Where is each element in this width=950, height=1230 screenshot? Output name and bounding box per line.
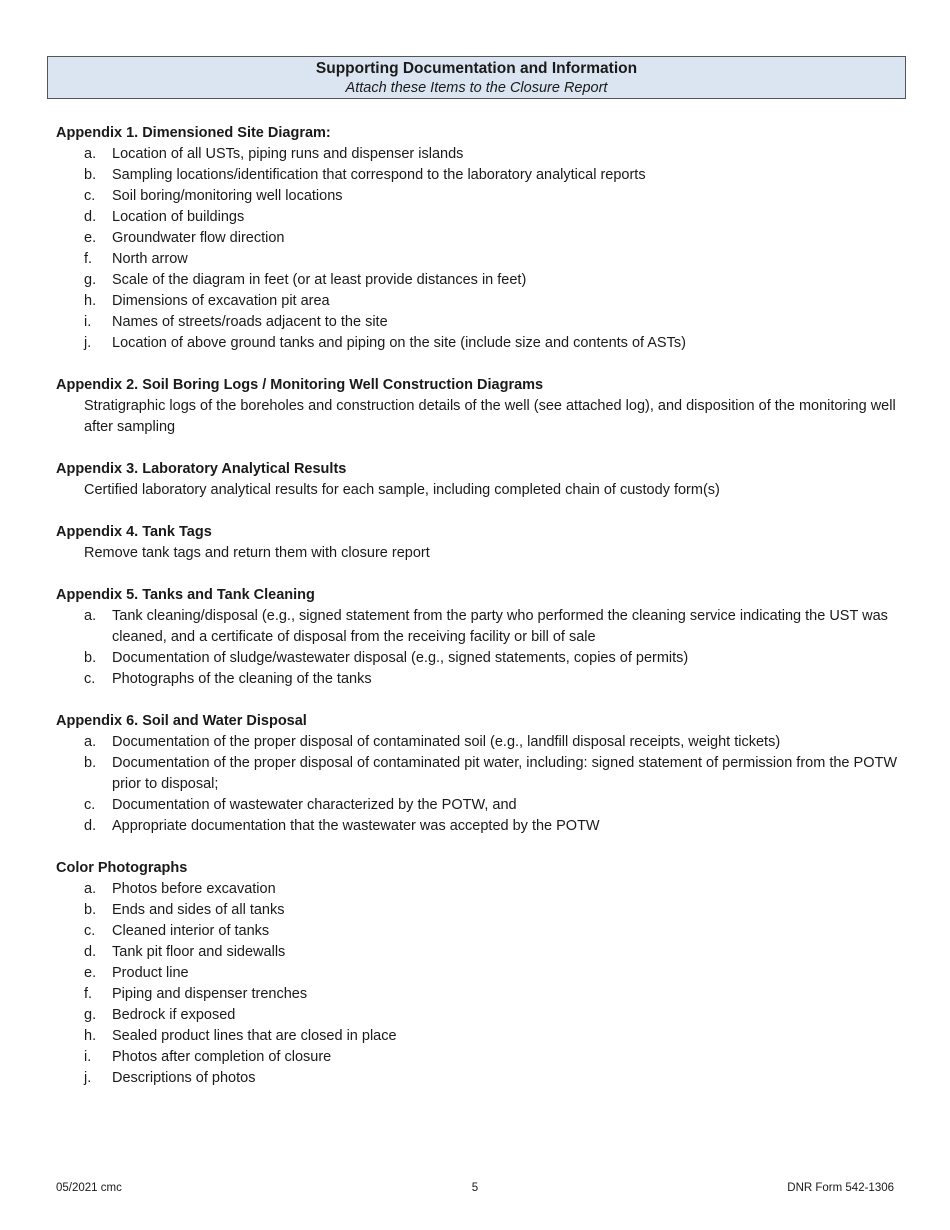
item-text: Location of all USTs, piping runs and dispenser islands [112,146,464,162]
section-heading: Appendix 6. Soil and Water Disposal [56,713,307,729]
item-letter: a. [84,881,97,897]
section-heading: Appendix 4. Tank Tags [56,524,212,540]
item-letter: d. [84,944,97,960]
item-letter: c. [84,923,96,939]
section-heading: Appendix 5. Tanks and Tank Cleaning [56,587,315,603]
list-item [56,648,906,669]
item-letter: c. [84,188,96,204]
list-item [56,963,906,984]
section-heading: Appendix 3. Laboratory Analytical Results [56,461,347,477]
list-item [56,669,906,690]
item-text: Photos before excavation [112,881,276,897]
list-item [56,291,906,312]
item-letter: c. [84,797,96,813]
section-heading: Appendix 1. Dimensioned Site Diagram: [56,125,331,141]
section-appendix-6 [56,711,906,837]
item-letter: j. [84,1070,92,1086]
item-letter: a. [84,608,97,624]
item-text: Product line [112,965,189,981]
item-text: Dimensions of excavation pit area [112,293,330,309]
item-text: Appropriate documentation that the wastewater was accepted by the POTW [112,818,600,834]
item-letter: a. [84,734,97,750]
item-letter: i. [84,1049,92,1065]
item-text: Tank pit floor and sidewalls [112,944,286,960]
section-heading: Color Photographs [56,860,188,876]
item-list [56,732,906,837]
item-letter: d. [84,209,97,225]
section-appendix-5 [56,585,906,690]
item-text: North arrow [112,251,188,267]
item-letter: g. [84,272,97,288]
item-letter: b. [84,755,97,771]
item-text: Cleaned interior of tanks [112,923,270,939]
item-text: Location of buildings [112,209,245,225]
footer-revision-date: 05/2021 cmc [56,1182,122,1194]
list-item [56,984,906,1005]
list-item [56,1026,906,1047]
list-item [56,1068,906,1089]
item-text: Bedrock if exposed [112,1007,236,1023]
document-header-box [47,56,906,99]
item-letter: e. [84,965,97,981]
list-item [56,753,906,795]
section-description: Certified laboratory analytical results for each sample, including completed chain of custody form(s) [84,482,720,498]
item-text: Photographs of the cleaning of the tanks [112,671,372,687]
list-item [56,879,906,900]
footer-form-number: DNR Form 542-1306 [787,1182,894,1194]
item-text: Location of above ground tanks and piping on the site (include size and contents of ASTs) [112,335,686,351]
item-text: Sampling locations/identification that correspond to the laboratory analytical reports [112,167,646,183]
section-color-photographs [56,858,906,1089]
item-text: Documentation of wastewater characterized by the POTW, and [112,797,517,813]
item-list [56,879,906,1089]
item-list [56,606,906,690]
item-letter: h. [84,293,97,309]
item-letter: b. [84,650,97,666]
item-text: Tank cleaning/disposal (e.g., signed statement from the party who performed the cleaning service indicating the UST was cleaned, and a certificate of disposal from the receiving facility or bill of sale [112,608,888,645]
section-appendix-3 [56,459,906,501]
item-text: Ends and sides of all tanks [112,902,285,918]
item-letter: b. [84,902,97,918]
item-text: Documentation of the proper disposal of contaminated pit water, including: signed statement of permission from the POTW prior to disposal; [112,755,898,792]
list-item [56,186,906,207]
list-item [56,333,906,354]
list-item [56,942,906,963]
document-title: Supporting Documentation and Information [315,60,638,77]
section-appendix-4 [56,522,906,564]
item-letter: j. [84,335,92,351]
list-item [56,1005,906,1026]
item-letter: b. [84,167,97,183]
item-text: Documentation of the proper disposal of contaminated soil (e.g., landfill disposal receipts, weight tickets) [112,734,781,750]
list-item [56,228,906,249]
item-text: Documentation of sludge/wastewater disposal (e.g., signed statements, copies of permits) [112,650,689,666]
list-item [56,312,906,333]
list-item [56,207,906,228]
item-text: Photos after completion of closure [112,1049,332,1065]
list-item [56,249,906,270]
list-item [56,900,906,921]
list-item [56,795,906,816]
section-description: Stratigraphic logs of the boreholes and construction details of the well (see attached log), and disposition of the monitoring well after sampling [84,398,896,435]
list-item [56,816,906,837]
item-letter: f. [84,251,93,267]
list-item [56,144,906,165]
item-text: Groundwater flow direction [112,230,285,246]
item-text: Names of streets/roads adjacent to the site [112,314,388,330]
item-text: Descriptions of photos [112,1070,256,1086]
item-list [56,144,906,354]
item-letter: h. [84,1028,97,1044]
list-item [56,270,906,291]
item-text: Sealed product lines that are closed in place [112,1028,397,1044]
list-item [56,1047,906,1068]
list-item [56,165,906,186]
section-description: Remove tank tags and return them with closure report [84,545,430,561]
section-appendix-2 [56,375,906,438]
footer-page-number: 5 [471,1182,479,1194]
list-item [56,606,906,648]
item-text: Soil boring/monitoring well locations [112,188,343,204]
item-letter: a. [84,146,97,162]
item-text: Piping and dispenser trenches [112,986,308,1002]
item-letter: g. [84,1007,97,1023]
section-heading: Appendix 2. Soil Boring Logs / Monitoring Well Construction Diagrams [56,377,544,393]
item-letter: f. [84,986,93,1002]
section-appendix-1 [56,123,906,354]
item-letter: d. [84,818,97,834]
item-text: Scale of the diagram in feet (or at least provide distances in feet) [112,272,527,288]
item-letter: c. [84,671,96,687]
document-body [56,123,906,1110]
item-letter: i. [84,314,92,330]
document-subtitle: Attach these Items to the Closure Report [345,80,608,96]
list-item [56,732,906,753]
list-item [56,921,906,942]
item-letter: e. [84,230,97,246]
